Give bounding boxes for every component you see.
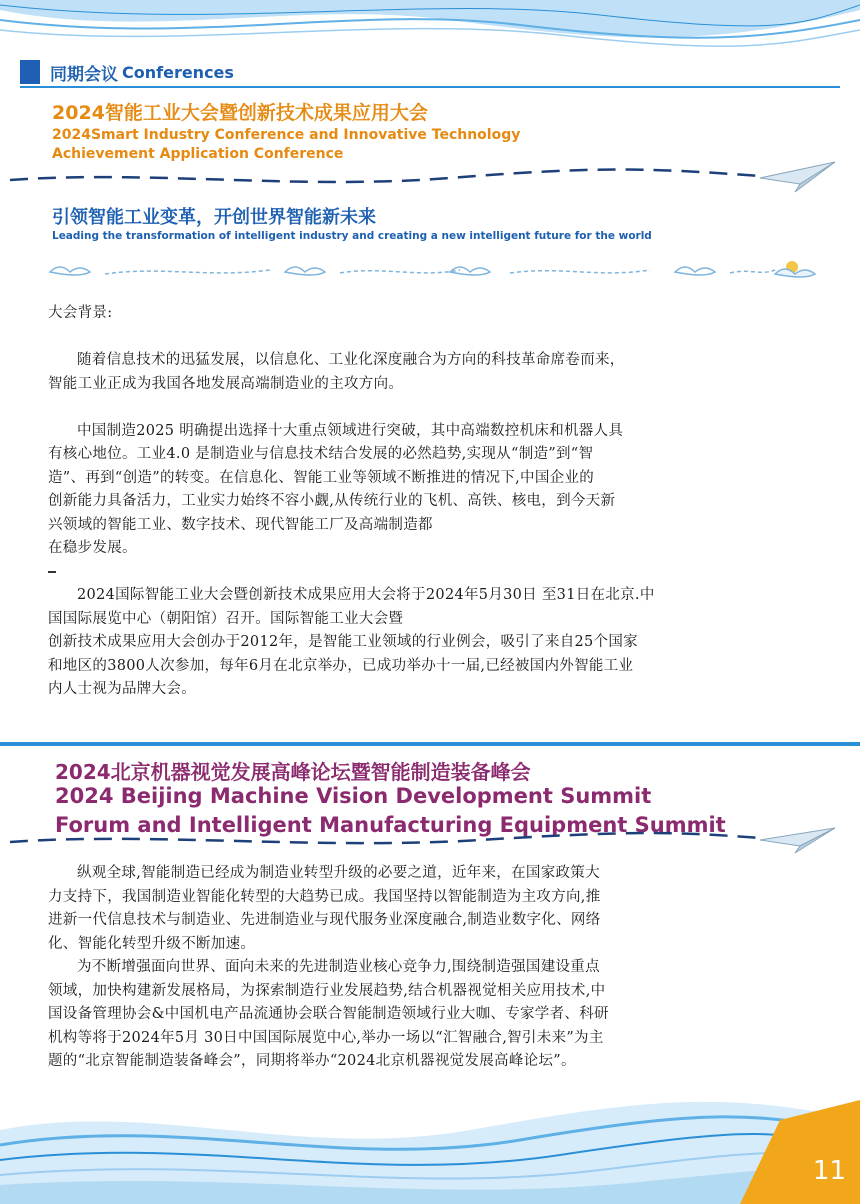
header-title-en: Conferences xyxy=(122,62,234,82)
conference1-title-en-line1: 2024Smart Industry Conference and Innovative Technology xyxy=(52,127,521,143)
conference2-body xyxy=(48,862,832,1074)
conference2-title-cn: 2024北京机器视觉发展高峰论坛暨智能制造装备峰会 xyxy=(55,760,531,784)
para2-line: 兴领域的智能工业、数字技术、现代智能工厂及高端制造都 xyxy=(48,516,433,533)
stray-dash xyxy=(48,571,56,573)
conference1-title-en-line2: Achievement Application Conference xyxy=(52,146,344,162)
slogan-en: Leading the transformation of intelligent industry and creating a new intelligent future for the world xyxy=(52,230,652,242)
header-title-cn: 同期会议 xyxy=(50,64,118,85)
slogan-cn: 引领智能工业变革，开创世界智能新未来 xyxy=(52,207,376,228)
s2-para1-line: 力支持下，我国制造业智能化转型的大趋势已成。我国坚持以智能制造为主攻方向,推 xyxy=(48,888,601,905)
paper-plane-path xyxy=(0,160,860,200)
cloud-divider xyxy=(40,258,840,282)
s2-para1-line: 进新一代信息技术与制造业、先进制造业与现代服务业深度融合,制造业数字化、网络 xyxy=(48,912,601,928)
para1-line: 随着信息技术的迅猛发展，以信息化、工业化深度融合为方向的科技革命席卷而来， xyxy=(77,352,625,368)
conference1-title-en xyxy=(52,126,612,164)
conference2-title-en-line1: 2024 Beijing Machine Vision Development Summit xyxy=(55,784,652,808)
s2-para1-line: 纵观全球,智能制造已经成为制造业转型升级的必要之道，近年来，在国家政策大 xyxy=(77,865,600,881)
para1-line: 智能工业正成为我国各地发展高端制造业的主攻方向。 xyxy=(48,375,404,392)
para3-line: 国国际展览中心（朝阳馆）召开。国际智能工业大会暨 xyxy=(48,610,404,627)
para3-line: 2024国际智能工业大会暨创新技术成果应用大会将于2024年5月30日 至31日在北京.中 xyxy=(77,587,655,603)
s2-para2-line: 题的“北京智能制造装备峰会”，同期将举办“2024北京机器视觉发展高峰论坛”。 xyxy=(48,1053,576,1069)
s2-para2-line: 为不断增强面向世界、面向未来的先进制造业核心竞争力,围绕制造强国建设重点 xyxy=(77,959,600,975)
para2-line: 造”、再到“创造”的转变。在信息化、智能工业等领域不断推进的情况下,中国企业的 xyxy=(48,469,595,486)
section-header xyxy=(20,58,234,86)
s2-para2-line: 领域，加快构建新发展格局，为探索制造行业发展趋势,结合机器视觉相关应用技术,中 xyxy=(48,982,606,999)
para2-line: 创新能力具备活力，工业实力始终不容小觑,从传统行业的飞机、高铁、核电，到今天新 xyxy=(48,493,616,509)
conference1-title-cn: 2024智能工业大会暨创新技术成果应用大会 xyxy=(52,102,428,124)
para2-line: 中国制造2025 明确提出选择十大重点领域进行突破，其中高端数控机床和机器人具 xyxy=(77,422,624,439)
para2-line: 有核心地位。工业4.0 是制造业与信息技术结合发展的必然趋势,实现从“制造”到“智 xyxy=(48,446,594,462)
para2-line: 在稳步发展。 xyxy=(48,540,137,556)
paper-plane-icon xyxy=(760,828,835,853)
sun-icon xyxy=(775,261,815,277)
para3-line: 和地区的3800人次参加，每年6月在北京举办，已成功举办十一届,已经被国内外智能工业 xyxy=(48,657,634,674)
para3-line: 创新技术成果应用大会创办于2012年，是智能工业领域的行业例会，吸引了来自25个国家 xyxy=(48,634,638,650)
header-marker xyxy=(20,60,40,84)
section2-divider xyxy=(0,742,860,746)
paper-plane-path-2 xyxy=(0,826,860,856)
para3-line: 内人士视为品牌大会。 xyxy=(48,681,196,697)
s2-para2-line: 国设备管理协会&中国机电产品流通协会联合智能制造领域行业大咖、专家学者、科研 xyxy=(48,1006,609,1022)
conference1-body xyxy=(48,302,832,702)
paper-plane-icon xyxy=(760,162,835,192)
header-divider xyxy=(20,86,840,88)
page-number: 11 xyxy=(812,1156,846,1186)
s2-para2-line: 机构等将于2024年5月 30日中国国际展览中心,举办一场以“汇智融合,智引未来”为主 xyxy=(48,1029,604,1046)
bottom-wave-decoration xyxy=(0,1060,860,1204)
conference2-title-en-line2: Forum and Intelligent Manufacturing Equipment Summit xyxy=(55,813,726,837)
s2-para1-line: 化、智能化转型升级不断加速。 xyxy=(48,935,256,952)
background-label: 大会背景: xyxy=(48,305,113,321)
